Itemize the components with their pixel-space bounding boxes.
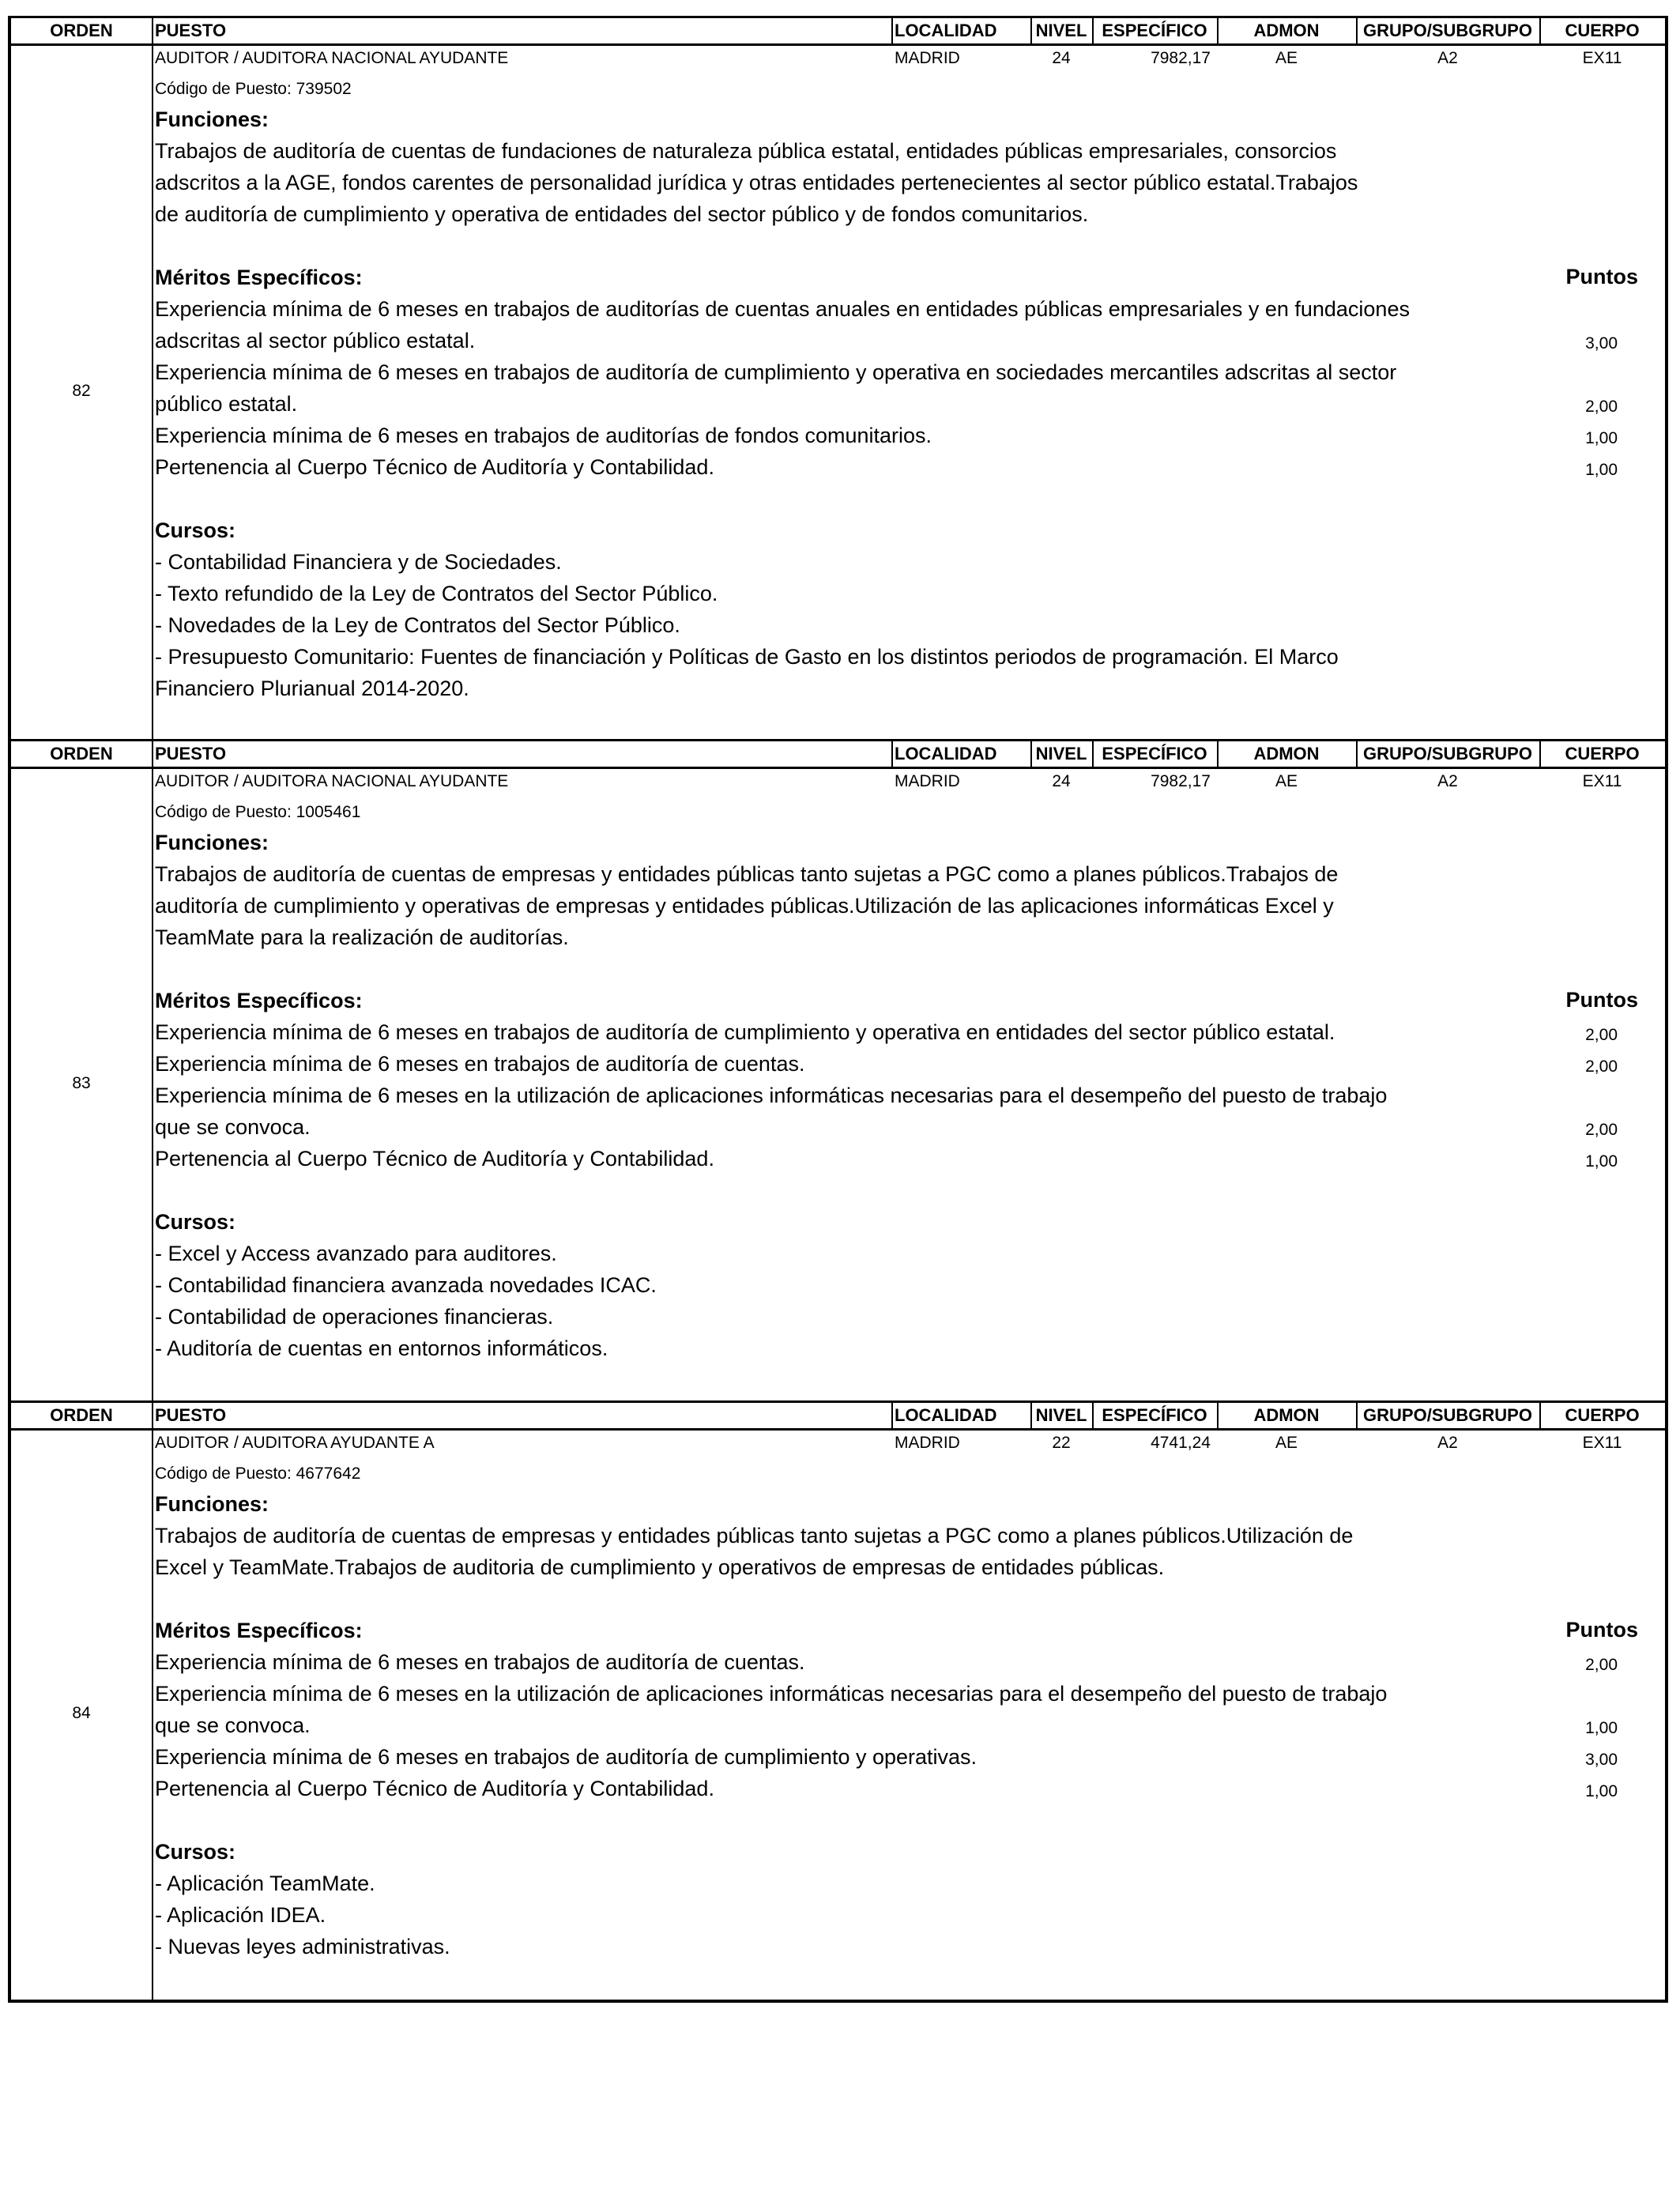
meritos-label: Méritos Específicos: xyxy=(155,1619,363,1642)
curso-line: - Excel y Access avanzado para auditores. xyxy=(155,1242,557,1265)
header-puesto: PUESTO xyxy=(155,744,227,763)
funciones-label: Funciones: xyxy=(155,107,269,131)
funciones-line: TeamMate para la realización de auditorías. xyxy=(155,925,569,949)
merito-points: 2,00 xyxy=(1585,1656,1618,1674)
value-grupo: A2 xyxy=(1437,49,1458,67)
orden-column-divider xyxy=(152,46,153,739)
column-divider xyxy=(1092,741,1094,767)
column-divider xyxy=(891,1403,893,1428)
funciones-line: adscritos a la AGE, fondos carentes de personalidad jurídica y otras entidades pertenecientes al sector público estatal.Trabajos xyxy=(155,171,1358,194)
value-admon: AE xyxy=(1275,1434,1298,1452)
orden-number: 83 xyxy=(72,1073,91,1092)
merito-points: 2,00 xyxy=(1585,1121,1618,1139)
value-nivel: 24 xyxy=(1052,49,1071,67)
header-localidad: LOCALIDAD xyxy=(895,21,997,40)
header-cuerpo: CUERPO xyxy=(1565,1405,1640,1425)
funciones-line: de auditoría de cumplimiento y operativa de entidades del sector público y de fondos comunitarios. xyxy=(155,202,1089,226)
column-divider xyxy=(1217,741,1219,767)
value-localidad: MADRID xyxy=(895,49,960,67)
header-admon: ADMON xyxy=(1253,1405,1320,1425)
header-especifico: ESPECÍFICO xyxy=(1102,21,1207,40)
value-localidad: MADRID xyxy=(895,772,960,790)
value-grupo: A2 xyxy=(1437,772,1458,790)
column-divider xyxy=(1030,1403,1032,1428)
value-nivel: 22 xyxy=(1052,1434,1071,1452)
header-orden: ORDEN xyxy=(50,744,113,763)
merito-line: Experiencia mínima de 6 meses en trabajos de auditorías de fondos comunitarios. xyxy=(155,424,932,447)
curso-line: - Texto refundido de la Ley de Contratos del Sector Público. xyxy=(155,582,718,605)
header-grupo: GRUPO/SUBGRUPO xyxy=(1363,1405,1532,1425)
column-divider xyxy=(891,741,893,767)
curso-line: - Contabilidad de operaciones financieras. xyxy=(155,1305,554,1329)
merito-points: 1,00 xyxy=(1585,1782,1618,1800)
curso-line: - Aplicación TeamMate. xyxy=(155,1872,375,1895)
value-cuerpo: EX11 xyxy=(1582,772,1622,790)
merito-line: Experiencia mínima de 6 meses en trabajos de auditorías de cuentas anuales en entidades públicas empresariales y en fundaciones xyxy=(155,297,1410,321)
value-puesto: AUDITOR / AUDITORA AYUDANTE A xyxy=(155,1434,435,1452)
merito-points: 3,00 xyxy=(1585,334,1618,352)
merito-line: Experiencia mínima de 6 meses en trabajos de auditoría de cumplimiento y operativa en entidades del sector público estatal. xyxy=(155,1020,1335,1044)
column-divider xyxy=(152,18,153,43)
merito-line: Pertenencia al Cuerpo Técnico de Auditoría y Contabilidad. xyxy=(155,455,714,479)
cursos-label: Cursos: xyxy=(155,518,236,542)
value-admon: AE xyxy=(1275,49,1298,67)
orden-column-divider xyxy=(152,1431,153,2000)
funciones-line: Trabajos de auditoría de cuentas de fundaciones de naturaleza pública estatal, entidades públicas empresariales, consorcios xyxy=(155,139,1337,163)
orden-column-divider xyxy=(152,769,153,1400)
merito-line: que se convoca. xyxy=(155,1713,311,1737)
column-divider xyxy=(891,18,893,43)
value-cuerpo: EX11 xyxy=(1582,1434,1622,1452)
curso-line: - Aplicación IDEA. xyxy=(155,1903,326,1927)
column-divider xyxy=(1539,1403,1541,1428)
header-admon: ADMON xyxy=(1253,21,1320,40)
funciones-label: Funciones: xyxy=(155,1492,269,1516)
merito-line: Experiencia mínima de 6 meses en trabajos de auditoría de cumplimiento y operativas. xyxy=(155,1745,977,1769)
value-cuerpo: EX11 xyxy=(1582,49,1622,67)
header-localidad: LOCALIDAD xyxy=(895,744,997,763)
merito-line: Experiencia mínima de 6 meses en trabajos de auditoría de cuentas. xyxy=(155,1052,805,1076)
merito-points: 1,00 xyxy=(1585,429,1618,447)
table-header-row xyxy=(11,16,1665,46)
column-divider xyxy=(1092,1403,1094,1428)
header-puesto: PUESTO xyxy=(155,1405,227,1425)
header-orden: ORDEN xyxy=(50,1405,113,1425)
merito-line: público estatal. xyxy=(155,392,298,416)
codigo-puesto: Código de Puesto: 739502 xyxy=(155,80,352,98)
header-puesto: PUESTO xyxy=(155,21,227,40)
column-divider xyxy=(1030,18,1032,43)
merito-points: 1,00 xyxy=(1585,1719,1618,1737)
value-puesto: AUDITOR / AUDITORA NACIONAL AYUDANTE xyxy=(155,49,509,67)
curso-line: - Auditoría de cuentas en entornos informáticos. xyxy=(155,1336,608,1360)
column-divider xyxy=(1539,18,1541,43)
merito-line: Experiencia mínima de 6 meses en la utilización de aplicaciones informáticas necesarias para el desempeño del puesto de trabajo xyxy=(155,1682,1388,1706)
meritos-label: Méritos Específicos: xyxy=(155,266,363,289)
header-nivel: NIVEL xyxy=(1035,1405,1087,1425)
merito-points: 2,00 xyxy=(1585,398,1618,416)
puntos-label: Puntos xyxy=(1565,265,1638,288)
column-divider xyxy=(1217,18,1219,43)
merito-points: 1,00 xyxy=(1585,1152,1618,1171)
header-especifico: ESPECÍFICO xyxy=(1102,744,1207,763)
value-grupo: A2 xyxy=(1437,1434,1458,1452)
curso-line: Financiero Plurianual 2014-2020. xyxy=(155,677,469,700)
table-bottom-border xyxy=(8,2000,1668,2003)
orden-number: 84 xyxy=(72,1704,91,1722)
merito-line: Pertenencia al Cuerpo Técnico de Auditoría y Contabilidad. xyxy=(155,1147,714,1171)
codigo-puesto: Código de Puesto: 4677642 xyxy=(155,1465,361,1483)
puntos-label: Puntos xyxy=(1565,1618,1638,1642)
meritos-label: Méritos Específicos: xyxy=(155,989,363,1012)
value-admon: AE xyxy=(1275,772,1298,790)
curso-line: - Contabilidad Financiera y de Sociedades. xyxy=(155,550,562,574)
curso-line: - Nuevas leyes administrativas. xyxy=(155,1935,450,1958)
header-especifico: ESPECÍFICO xyxy=(1102,1405,1207,1425)
value-puesto: AUDITOR / AUDITORA NACIONAL AYUDANTE xyxy=(155,772,509,790)
merito-line: Experiencia mínima de 6 meses en la utilización de aplicaciones informáticas necesarias para el desempeño del puesto de trabajo xyxy=(155,1084,1388,1107)
column-divider xyxy=(1356,741,1358,767)
table-header-row xyxy=(11,739,1665,769)
column-divider xyxy=(152,741,153,767)
puntos-label: Puntos xyxy=(1565,988,1638,1012)
column-divider xyxy=(1092,18,1094,43)
header-localidad: LOCALIDAD xyxy=(895,1405,997,1425)
position-block xyxy=(8,1400,1668,2000)
column-divider xyxy=(1356,18,1358,43)
merito-points: 3,00 xyxy=(1585,1751,1618,1769)
value-localidad: MADRID xyxy=(895,1434,960,1452)
funciones-line: Trabajos de auditoría de cuentas de empresas y entidades públicas tanto sujetas a PGC como a planes públicos.Utilización de xyxy=(155,1524,1354,1547)
header-grupo: GRUPO/SUBGRUPO xyxy=(1363,744,1532,763)
cursos-label: Cursos: xyxy=(155,1210,236,1234)
value-especifico: 4741,24 xyxy=(1151,1434,1211,1452)
table-header-row xyxy=(11,1400,1665,1431)
merito-line: Experiencia mínima de 6 meses en trabajos de auditoría de cumplimiento y operativa en sociedades mercantiles adscritas al sector xyxy=(155,360,1397,384)
header-grupo: GRUPO/SUBGRUPO xyxy=(1363,21,1532,40)
header-nivel: NIVEL xyxy=(1035,21,1087,40)
orden-number: 82 xyxy=(72,381,91,400)
header-cuerpo: CUERPO xyxy=(1565,744,1640,763)
cursos-label: Cursos: xyxy=(155,1840,236,1864)
merito-points: 2,00 xyxy=(1585,1026,1618,1044)
header-admon: ADMON xyxy=(1253,744,1320,763)
curso-line: - Presupuesto Comunitario: Fuentes de financiación y Políticas de Gasto en los distintos periodos de programación. El Marco xyxy=(155,645,1339,669)
curso-line: - Novedades de la Ley de Contratos del Sector Público. xyxy=(155,613,680,637)
column-divider xyxy=(152,1403,153,1428)
merito-line: Pertenencia al Cuerpo Técnico de Auditoría y Contabilidad. xyxy=(155,1777,714,1800)
merito-line: adscritas al sector público estatal. xyxy=(155,329,476,352)
funciones-line: auditoría de cumplimiento y operativas de empresas y entidades públicas.Utilización de las aplicaciones informáticas Excel y xyxy=(155,894,1334,918)
position-block xyxy=(8,739,1668,1400)
merito-points: 1,00 xyxy=(1585,461,1618,479)
header-nivel: NIVEL xyxy=(1035,744,1087,763)
position-block xyxy=(8,16,1668,739)
funciones-label: Funciones: xyxy=(155,831,269,854)
header-orden: ORDEN xyxy=(50,21,113,40)
codigo-puesto: Código de Puesto: 1005461 xyxy=(155,803,361,821)
column-divider xyxy=(1539,741,1541,767)
column-divider xyxy=(1356,1403,1358,1428)
column-divider xyxy=(1217,1403,1219,1428)
column-divider xyxy=(1030,741,1032,767)
curso-line: - Contabilidad financiera avanzada novedades ICAC. xyxy=(155,1273,657,1297)
merito-points: 2,00 xyxy=(1585,1057,1618,1076)
header-cuerpo: CUERPO xyxy=(1565,21,1640,40)
value-especifico: 7982,17 xyxy=(1151,49,1211,67)
merito-line: que se convoca. xyxy=(155,1115,311,1139)
merito-line: Experiencia mínima de 6 meses en trabajos de auditoría de cuentas. xyxy=(155,1650,805,1674)
value-especifico: 7982,17 xyxy=(1151,772,1211,790)
funciones-line: Excel y TeamMate.Trabajos de auditoria de cumplimiento y operativos de empresas de entidades públicas. xyxy=(155,1555,1165,1579)
funciones-line: Trabajos de auditoría de cuentas de empresas y entidades públicas tanto sujetas a PGC como a planes públicos.Trabajos de xyxy=(155,862,1339,886)
value-nivel: 24 xyxy=(1052,772,1071,790)
